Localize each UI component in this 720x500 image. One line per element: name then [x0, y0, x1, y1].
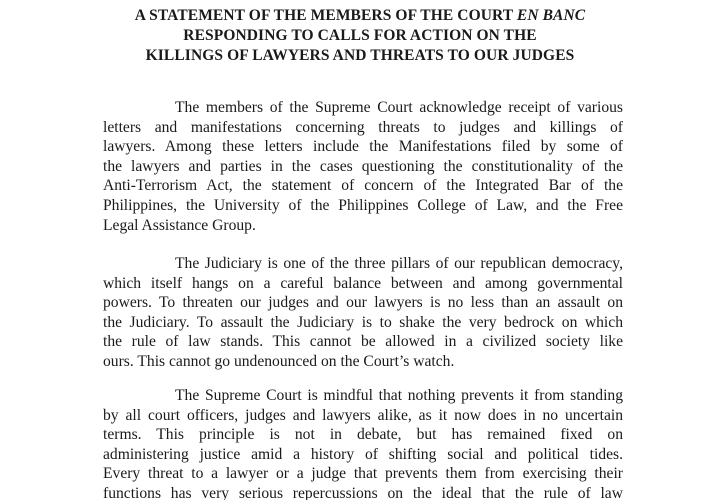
paragraph-line: The members of the Supreme Court acknowledge receipt of various — [175, 99, 623, 116]
paragraph-line: which itself hangs on a careful balance between and among governmental — [103, 274, 623, 292]
paragraph-line: Legal Assistance Group. — [103, 216, 256, 234]
title-line-1 — [120, 6, 600, 26]
paragraph-line: ours. This cannot go undenounced on the Court’s watch. — [103, 352, 455, 370]
paragraph-line: lawyers. Among these letters include the Manifestations filed by some of — [103, 138, 623, 156]
paragraph-line: letters and manifestations concerning threats to judges and killings of — [103, 118, 623, 136]
title-line-1-text: A STATEMENT OF THE MEMBERS OF THE COURT — [134, 7, 517, 24]
paragraph-line: the Judiciary. To assault the Judiciary is to shake the very bedrock on which — [103, 313, 623, 331]
title-line-1-italic: EN BANC — [516, 7, 586, 24]
paragraph-line: terms. This principle is not in debate, but has remained fixed on — [103, 426, 623, 444]
paragraph-acknowledgement — [103, 98, 623, 235]
paragraph-judiciary — [103, 254, 623, 372]
paragraph-line: the lawyers and parties in the cases questioning the constitutionality of the — [103, 157, 623, 175]
title-line-2: RESPONDING TO CALLS FOR ACTION ON THE — [183, 27, 537, 44]
title-line-3: KILLINGS OF LAWYERS AND THREATS TO OUR JUDGES — [145, 47, 575, 64]
paragraph-line: by all court officers, judges and lawyers alike, as it now does in no uncertain — [103, 406, 623, 424]
paragraph-line: administering justice amid a history of shifting social and political tides. — [103, 445, 623, 463]
paragraph-supreme-court-mindful — [103, 386, 623, 500]
paragraph-line: powers. To threaten our judges and our lawyers is no less than an assault on — [103, 294, 623, 312]
paragraph-line: functions has very serious repercussions on the ideal that the rule of law — [103, 484, 623, 500]
statement-title — [120, 6, 600, 66]
paragraph-line: Philippines, the University of the Philippines College of Law, and the Free — [103, 196, 623, 214]
paragraph-line: The Supreme Court is mindful that nothing prevents it from standing — [175, 387, 623, 404]
paragraph-line: The Judiciary is one of the three pillars of our republican democracy, — [175, 255, 623, 272]
paragraph-line: Every threat to a lawyer or a judge that prevents them from exercising their — [103, 465, 623, 483]
paragraph-line: the rule of law stands. This cannot be allowed in a civilized society like — [103, 333, 623, 351]
paragraph-line: Anti-Terrorism Act, the statement of concern of the Integrated Bar of the — [103, 177, 623, 195]
